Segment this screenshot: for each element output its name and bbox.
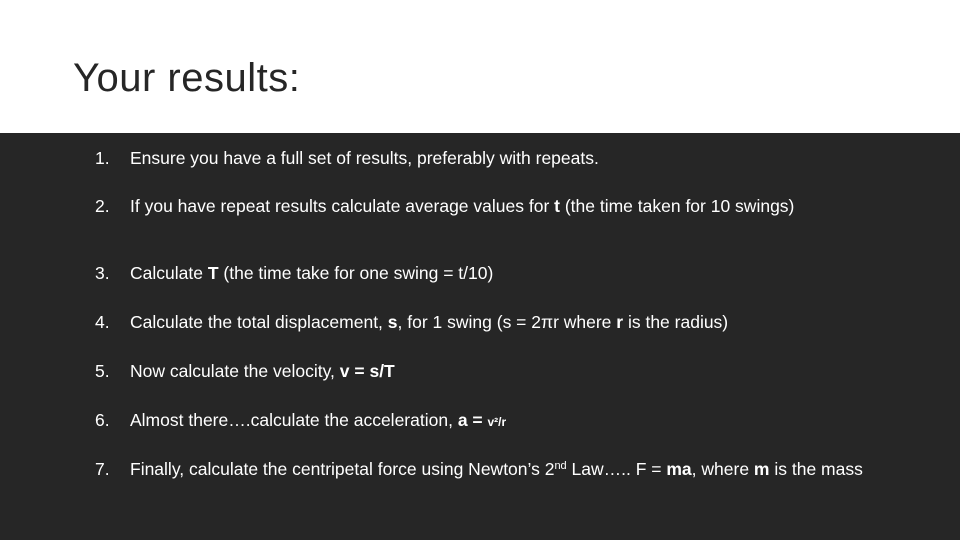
text-run: Almost there….calculate the acceleration,	[130, 410, 458, 430]
list-item-2	[95, 197, 885, 216]
velocity-formula: v = s/T	[339, 361, 395, 381]
list-item-text	[130, 264, 885, 283]
list-item-text	[130, 460, 885, 479]
text-run: If you have repeat results calculate average values for	[130, 196, 555, 216]
list-item-text	[130, 411, 885, 432]
variable-s: s	[387, 312, 398, 332]
list-item-5	[95, 362, 885, 381]
variable-t: t	[554, 196, 560, 216]
list-item-text	[130, 149, 885, 168]
list-item-number: 7.	[95, 459, 110, 479]
variable-m: m	[753, 459, 770, 479]
list-item-number: 3.	[95, 263, 110, 283]
list-item-number: 2.	[95, 196, 110, 216]
text-run: is the mass	[769, 459, 863, 479]
text-run: (the time take for one swing = t/10)	[218, 263, 494, 283]
list-item-number: 4.	[95, 312, 110, 332]
acceleration-formula: v²/r	[487, 415, 507, 429]
text-run: Calculate the total displacement,	[130, 312, 388, 332]
slide-title: Your results:	[73, 56, 301, 100]
list-item-text	[130, 313, 885, 332]
text-run: , for 1 swing (s = 2πr where	[397, 312, 617, 332]
list-item-number: 6.	[95, 410, 110, 430]
list-item-number: 5.	[95, 361, 110, 381]
text-run: Now calculate the velocity,	[130, 361, 340, 381]
list-item-text	[130, 362, 885, 381]
list-item-text	[130, 197, 885, 216]
text-run: Finally, calculate the centripetal force using Newton’s 2	[130, 459, 555, 479]
text-run: Ensure you have a full set of results, preferably with repeats.	[130, 148, 599, 168]
variable-r: r	[616, 312, 624, 332]
content-panel	[0, 133, 960, 540]
title-band	[0, 0, 960, 133]
text-run: Calculate	[130, 263, 208, 283]
variable-T: T	[207, 263, 219, 283]
ordinal-suffix: nd	[554, 460, 567, 472]
force-formula: ma	[666, 459, 692, 479]
list-item-7	[95, 460, 885, 479]
list-item-4	[95, 313, 885, 332]
text-run: , where	[691, 459, 754, 479]
text-run: is the radius)	[623, 312, 729, 332]
text-run: Law….. F =	[566, 459, 667, 479]
text-run: (the time taken for 10 swings)	[559, 196, 795, 216]
acceleration-label: a =	[457, 410, 488, 430]
list-item-1	[95, 149, 885, 168]
list-item-6	[95, 411, 885, 432]
list-item-number: 1.	[95, 148, 110, 168]
list-item-3	[95, 264, 885, 283]
